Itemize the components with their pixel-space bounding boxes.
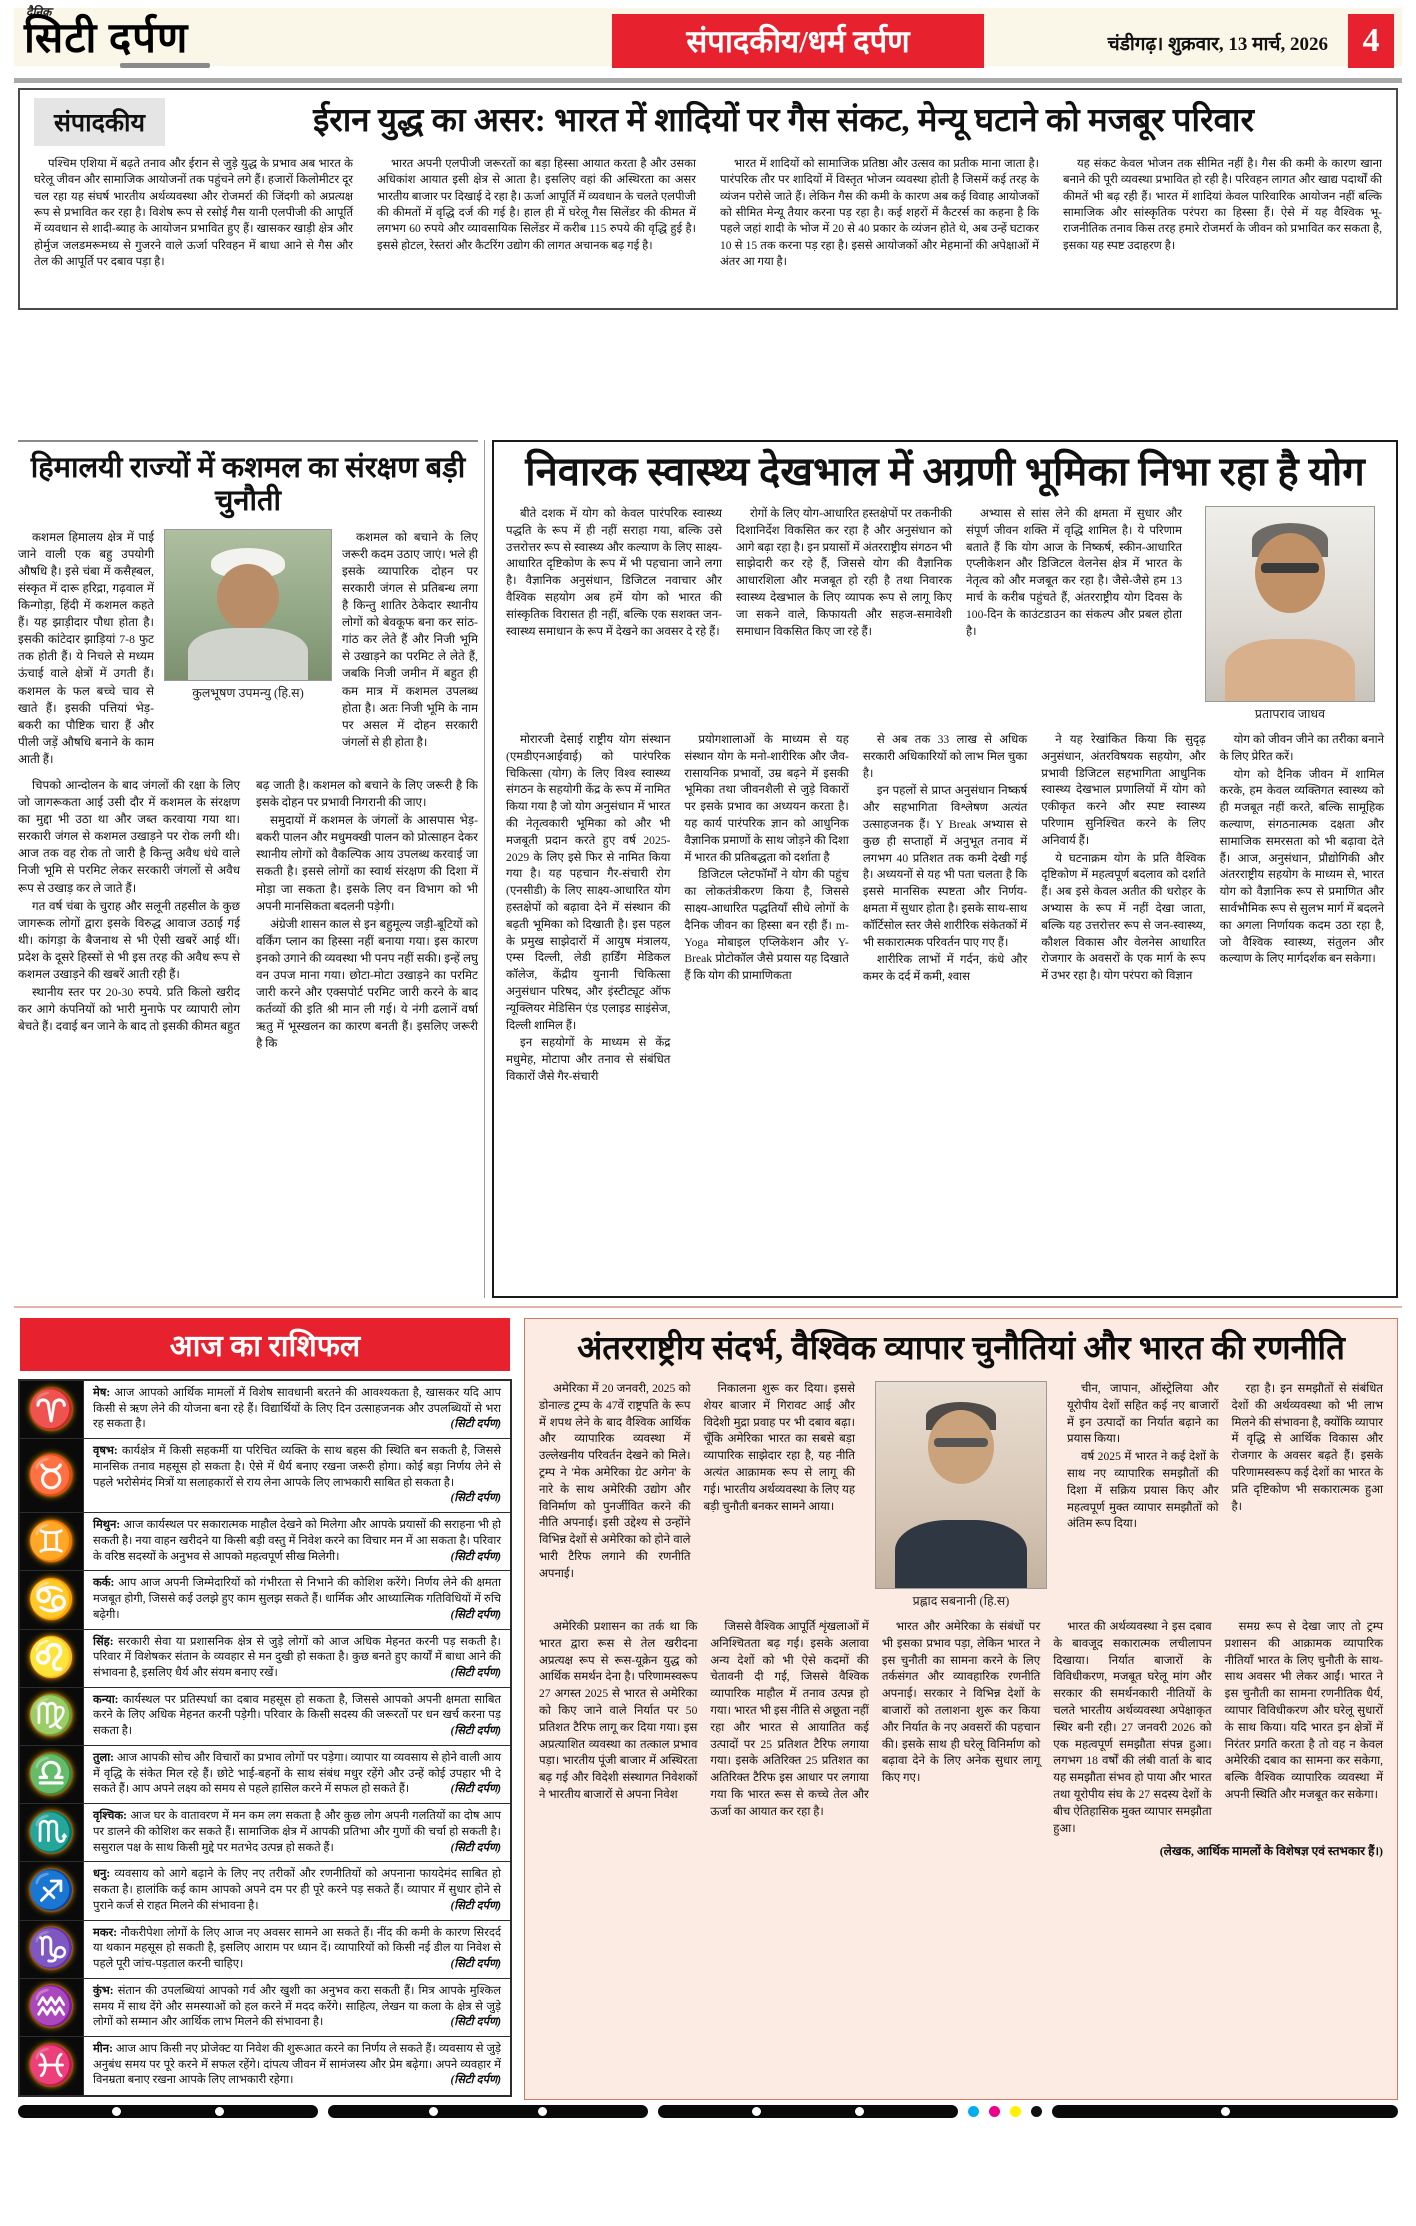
yoga-bottom-band [506, 732, 1384, 1087]
trade-bottom-band [539, 1619, 1383, 1838]
horoscope-text: कुंभ: संतान की उपलब्धियां आपको गर्व और खुशी का अनुभव करा सकती हैं। मित्र आपके मुश्किल समय में साथ देंगे और समस्याओं को हल करने में मदद करेंगे। साहित्य, लेखन या कला के क्षेत्र से जुड़े लोगों को सम्मान और आर्थिक लाभ मिलने की संभावना है। (सिटी दर्पण) [84, 1979, 510, 2036]
text-column [736, 506, 952, 722]
paragraph: रोगों के लिए योग-आधारित हस्तक्षेपों पर तकनीकी दिशानिर्देश विकसित कर रहा है और अनुसंधान को आगे बढ़ा रहा है। इन प्रयासों में अंतरराष्ट्रीय संगठन भी साझेदारी कर रहे हैं, जिससे योग की वैज्ञानिक आधारशिला और मजबूत हो रही है तथा निवारक स्वास्थ्य देखभाल के लिए व्यापक रूप से लागू किए जा सकने वाले, किफायती और सहज-समावेशी समाधान विकसित किए जा रहे हैं। [736, 507, 952, 638]
glasses [934, 1438, 988, 1447]
zodiac-icon: ♌ [20, 1630, 84, 1687]
horoscope-text: तुला: आज आपकी सोच और विचारों का प्रभाव लोगों पर पड़ेगा। व्यापार या व्यवसाय से होने वाली आय में वृद्धि के संकेत मिल रहे हैं। छोटे भाई-बहनों के साथ संबंध मधुर रहेंगे और उन्हें कोई उपहार भी दे सकते हैं। आप अपने लक्ष्य को समय से पहले हासिल करने में सफल हो सकते हैं। (सिटी दर्पण) [84, 1746, 510, 1803]
paragraph: डिजिटल प्लेटफॉर्मों ने योग की पहुंच का लोकतंत्रीकरण किया है, जिससे साक्ष्य-आधारित पद्धतियाँ सीधे लोगों के दैनिक जीवन का हिस्सा बन रही हैं। m-Yoga मोबाइल एप्लिकेशन और Y-Break प्रोटोकॉल जैसे प्रयास यह दिखाते हैं कि योग की प्रामाणिकता [684, 868, 849, 983]
source-credit: (सिटी दर्पण) [450, 1667, 501, 1680]
zodiac-name: मेष: [93, 1387, 115, 1399]
source-credit: (सिटी दर्पण) [450, 1783, 501, 1796]
zodiac-icon: ♋ [20, 1571, 84, 1628]
zodiac-name: मिथुन: [93, 1519, 124, 1532]
registration-dot [429, 2107, 438, 2116]
kashmal-headline: हिमालयी राज्यों में कशमल का संरक्षण बड़ी चुनौती [30, 452, 466, 518]
source-credit: (सिटी दर्पण) [450, 1958, 501, 1971]
zodiac-icon: ♎ [20, 1746, 84, 1803]
photo-caption: प्रतापराव जाधव [1254, 707, 1326, 721]
paragraph: मोरारजी देसाई राष्ट्रीय योग संस्थान (एमडीएनआईवाई) को पारंपरिक चिकित्सा (योग) के लिए विश्व स्वास्थ्य संगठन के सहयोगी केंद्र के रूप में नामित किया गया है जो योग अनुसंधान में भारत की नेतृत्वकारी भूमिका को और भी मजबूती प्रदान करते हुए वर्ष 2025-2029 के लिए इसे फिर से नामित किया गया है। यह पहचान गैर-संचारी रोग (एनसीडी) के लिए साक्ष्य-आधारित योग हस्तक्षेपों को बढ़ावा देने में संस्थान की बढ़ती भूमिका को दिखाती है। इस पहल के प्रमुख साझेदारों में आयुष मंत्रालय, एम्स दिल्ली, लेडी हार्डिंग मेडिकल कॉलेज, केंद्रीय युनानी चिकित्सा अनुसंधान परिषद, और इंस्टीट्यूट ऑफ न्यूक्लियर मेडिसिन एंड एलाइड साइंसेज, दिल्ली शामिल हैं। [506, 733, 671, 1032]
horoscope-row [20, 1513, 510, 1571]
glasses [1261, 563, 1319, 573]
text-column [506, 506, 722, 722]
yellow-mark [1010, 2106, 1021, 2117]
yoga-top-band [506, 506, 1384, 722]
paragraph: अभ्यास से सांस लेने की क्षमता में सुधार और संपूर्ण जीवन शक्ति में वृद्धि शामिल है। ये परिणाम बताते हैं कि योग आज के निष्कर्ष, स्कीन-आधारित एप्लीकेशन और डिजिटल वेलनेस क्षेत्र में भारत के नेतृत्व को और मजबूत कर रहा है। जैसे-जैसे हम 13 मार्च के करीब पहुंचते हैं, अंतरराष्ट्रीय योग दिवस के 100-दिन के काउंटडाउन का संकल्प और प्रबल होता है। [966, 507, 1182, 638]
trade-top-band [539, 1381, 1383, 1609]
zodiac-icon: ♊ [20, 1513, 84, 1570]
horoscope-row [20, 1979, 510, 2037]
horoscope-row [20, 1571, 510, 1629]
zodiac-name: तुला: [93, 1751, 117, 1764]
horoscope-text: मीन: आज आप किसी नए प्रोजेक्ट या निवेश की शुरूआत करने का निर्णय ले सकते हैं। व्यवसाय से जुड़े अनुबंध समय पर पूरे करने में सफल रहेंगे। दांपत्य जीवन में सामंजस्य और प्रेम बढ़ेगा। अपने व्यवहार में विनम्रता बनाए रखना आपके लिए लाभकारी रहेगा। (सिटी दर्पण) [84, 2037, 510, 2095]
text-column [342, 529, 478, 769]
zodiac-icon: ♓ [20, 2037, 84, 2095]
zodiac-name: सिंह: [93, 1635, 119, 1648]
zodiac-name: वृश्चिक: [93, 1810, 131, 1823]
paragraph: योग को जीवन जीने का तरीका बनाने के लिए प्रेरित करें। [1219, 733, 1385, 763]
editorial-header [34, 98, 1382, 146]
paragraph: कशमल हिमालय क्षेत्र में पाई जाने वाली एक बहु उपयोगी औषधि है। इसे चंबा में कसैह्बल, संस्कृत में दारू हरिद्रा, गढ़वाल में किन्गोड़ा, हिंदी में कशमल कहते हैं। यह झाड़ीदार पौधा होता है। इसकी कांटेदार झाड़ियां 7-8 फुट तक होती हैं। ये निचले से मध्यम ऊंचाई वाले क्षेत्रों में उगती हैं। कशमल के फल बच्चे चाव से खाते हैं। इसकी पत्तियां भेड़-बकरी का पौष्टिक चारा हैं और पीली जड़ें औषधि बनाने के काम आती हैं। [18, 529, 154, 766]
page-number: 4 [1348, 14, 1394, 68]
kashmal-continued-text [18, 777, 478, 1298]
horoscope-text: वृश्चिक: आज घर के वातावरण में मन कम लग सकता है और कुछ लोग अपनी गलतियों का दोष आप पर डालने की कोशिश कर सकते हैं। सामाजिक क्षेत्र में आपकी प्रतिभा और गुणों की चर्चा हो सकती है। ससुराल पक्ष के साथ किसी मुद्दे पर मतभेद उत्पन्न हो सकते हैं। (सिटी दर्पण) [84, 1804, 510, 1861]
paragraph: अमेरिकी प्रशासन का तर्क था कि भारत द्वारा रूस से तेल खरीदना अप्रत्यक्ष रूप से रूस-यूक्रेन युद्ध को आर्थिक समर्थन देना है। परिणामस्वरूप 27 अगस्त 2025 से भारत से अमेरिका को किए जाने वाले निर्यात पर 50 प्रतिशत टैरिफ लागू कर दिया गया। इस अप्रत्याशित व्यवस्था का तत्काल प्रभाव पड़ा। भारतीय पूंजी बाजार में अस्थिरता बढ़ गई और विदेशी संस्थागत निवेशकों ने भारतीय बाजारों से अपना निवेश [539, 1619, 698, 1801]
zodiac-icon: ♒ [20, 1979, 84, 2036]
paragraph: से अब तक 33 लाख से अधिक सरकारी अधिकारियों को लाभ मिल चुका है। [862, 733, 1028, 780]
registration-dot [855, 2107, 864, 2116]
yoga-article [492, 440, 1398, 1298]
source-credit: (सिटी दर्पण) [450, 2016, 501, 2029]
text-column [539, 1619, 697, 1838]
trade-photo-block [868, 1381, 1054, 1609]
zodiac-name: धनु: [93, 1868, 115, 1881]
horoscope-text: धनु: व्यवसाय को आगे बढ़ाने के लिए नए तरीकों और रणनीतियों को अपनाना फायदेमंद साबित हो सकता है। हालांकि कई काम आपको अपने दम पर ही पूरे करने पड़ सकते हैं। व्यापार में सुधार होने से पुराने कर्ज से राहत मिलने की संभावना है। (सिटी दर्पण) [84, 1862, 510, 1919]
magenta-mark [989, 2106, 1000, 2117]
paragraph: अंग्रेजी शासन काल से इन बहुमूल्य जड़ी-बूटियों को वर्किंग प्लान का हिस्सा नहीं बनाया गया। इस कारण इनको उगाने की व्यवस्था भी पनप नहीं सकी। इन्हें लघु वन उपज माना गया। छोटा-मोटा उखाड़ने का परमिट जारी करने और एक्सपोर्ट परमिट जारी करने के बाद कर्तव्यों की इति श्री मान ली गई। ये नंगी ढलानें वर्षा ऋतु में भूस्खलन का कारण बनती हैं। इसलिए जरूरी है कि [256, 916, 478, 1051]
registration-dot [112, 2107, 121, 2116]
person-suit [895, 1520, 1027, 1589]
horoscope-row [20, 1804, 510, 1862]
person-face [1255, 533, 1325, 613]
header-rule [14, 78, 1402, 83]
text-column [1232, 1381, 1384, 1609]
paragraph: बीते दशक में योग को केवल पारंपरिक स्वास्थ्य पद्धति के रूप में ही नहीं सराहा गया, बल्कि उसे उत्तरोत्तर रूप से स्वास्थ्य और कल्याण के लिए साक्ष्य-आधारित दृष्टिकोण के रूप में भी पहचाना जाने लगा है। वैज्ञानिक अनुसंधान, डिजिटल नवाचार और वैश्विक सहयोग अब हमें योग को भारत की सांस्कृतिक विरासत ही नहीं, बल्कि एक सशक्त जन-स्वास्थ्य समाधान के रूप में देखने का अवसर दे रहे हैं। [506, 507, 722, 638]
masthead-logo [24, 6, 210, 68]
zodiac-icon: ♑ [20, 1921, 84, 1978]
zodiac-icon: ♐ [20, 1862, 84, 1919]
registration-dot [752, 2107, 761, 2116]
text-column [882, 1619, 1040, 1838]
paragraph: यह संकट केवल भोजन तक सीमित नहीं है। गैस की कमी के कारण खाना बनाने की पूरी व्यवस्था प्रभावित हो रही है। परिवहन लागत और खाद्य पदार्थों की कीमतें भी बढ़ रही हैं। भारत में शादियां केवल पारिवारिक आयोजन नहीं बल्कि सामाजिक और सांस्कृतिक परंपरा का हिस्सा हैं। ऐसे में यह वैश्विक भू-राजनीतिक तनाव किस तरह हमारे रोजमर्रा के जीवन को प्रभावित कर सकता है, इसका यह स्पष्ट उदाहरण है। [1063, 158, 1382, 252]
zodiac-icon: ♈ [20, 1381, 84, 1438]
trade-photo [875, 1381, 1047, 1589]
trade-article [524, 1318, 1398, 2100]
section-divider [14, 1306, 1402, 1308]
horoscope-text: कन्या: कार्यस्थल पर प्रतिस्पर्धा का दबाव महसूस हो सकता है, जिससे आपको अपनी क्षमता साबित करने के लिए अधिक मेहनत करनी पड़ेगी। परिवार के किसी सदस्य की जरूरतों पर धन खर्च करना पड़ सकता है। (सिटी दर्पण) [84, 1688, 510, 1745]
registration-dot [1221, 2107, 1230, 2116]
text-column [1220, 732, 1384, 1087]
dateline: चंडीगढ़। शुक्रवार, 13 मार्च, 2026 [1107, 34, 1328, 55]
text-column [18, 529, 154, 769]
paragraph: इन सहयोगों के माध्यम से केंद्र मधुमेह, मोटापा और तनाव से संबंधित विकारों जैसे गैर-संचारी [506, 1036, 671, 1083]
paragraph: अमेरिका में 20 जनवरी, 2025 को डोनाल्ड ट्रम्प के 47वें राष्ट्रपति के रूप में शपथ लेने के बाद वैश्विक आर्थिक और व्यापारिक व्यवस्था में उल्लेखनीय परिवर्तन देखने को मिले। ट्रम्प ने 'मेक अमेरिका ग्रेट अगेन' के नारे के साथ अमेरिकी उद्योग और विनिर्माण को पुनर्जीवित करने की नीति अपनाई। इसी उद्देश्य से उन्होंने विभिन्न देशों से अमेरिका को होने वाले भारी टैरिफ लगाने की रणनीति अपनाई। [539, 1381, 691, 1580]
page-header [14, 5, 1402, 66]
registration-bar [658, 2105, 958, 2118]
registration-bar [18, 2105, 318, 2118]
zodiac-icon: ♍ [20, 1688, 84, 1745]
paragraph: भारत में शादियों को सामाजिक प्रतिष्ठा और उत्सव का प्रतीक माना जाता है। पारंपरिक तौर पर शादियों में विस्तृत भोजन व्यवस्था होती है जिसमें कई तरह के व्यंजन परोसे जाते हैं। लेकिन गैस की कमी के कारण अब कई विवाह आयोजकों को सीमित मेन्यू तैयार करना पड़ रहा है। कई शहरों में कैटरर्स का कहना है कि पहले जहां शादी के भोज में 20 से 40 प्रकार के व्यंजन होते थे, अब उन्हें घटाकर 10 से 15 तक करना पड़ रहा है। इससे आयोजकों और मेहमानों की अपेक्षाओं में अंतर आ गया है। [720, 158, 1039, 268]
editorial-label: संपादकीय [34, 98, 165, 146]
zodiac-name: मीन: [93, 2042, 116, 2055]
paragraph: चीन, जापान, ऑस्ट्रेलिया और यूरोपीय देशों सहित कई नए बाजारों में इन उत्पादों का निर्यात बढ़ाने का प्रयास किया। [1067, 1381, 1219, 1446]
zodiac-icon: ♏ [20, 1804, 84, 1861]
paragraph: निकालना शुरू कर दिया। इससे शेयर बाजार में गिरावट आई और विदेशी मुद्रा प्रवाह पर भी दबाव बढ़ा। चूँकि अमेरिका भारत का सबसे बड़ा व्यापारिक साझेदार रहा है, यह नीति अत्यंत आक्रामक रूप से लागू की गई। भारतीय अर्थव्यवस्था के लिए यह बड़ी चुनौती बनकर सामने आया। [703, 1381, 855, 1513]
zodiac-name: कर्क: [93, 1577, 119, 1590]
registration-dot [538, 2107, 547, 2116]
person-body [188, 628, 308, 681]
horoscope-row [20, 1381, 510, 1439]
source-credit: (सिटी दर्पण) [450, 1418, 501, 1431]
paragraph: गत वर्ष चंबा के चुराह और सलूनी तहसील के कुछ जागरूक लोगों द्वारा इसके विरुद्ध आवाज उठाई गई थी। कांगड़ा के बैजनाथ से भी ऐसी खबरें आई थीं। प्रदेश के दूसरे हिस्सों से भी इस तरह की अवैध रूप से कशमल उखाड़ने की खबरें आती रही हैं। [18, 898, 240, 982]
trade-headline: अंतरराष्ट्रीय संदर्भ, वैश्विक व्यापार चुनौतियां और भारत की रणनीति [577, 1331, 1345, 1367]
cyan-mark [968, 2106, 979, 2117]
text-column [710, 1619, 868, 1838]
horoscope-row [20, 1688, 510, 1746]
horoscope-row [20, 1439, 510, 1513]
paragraph: भारत और अमेरिका के संबंधों पर भी इसका प्रभाव पड़ा, लेकिन भारत ने इस चुनौती का सामना करने के लिए तर्कसंगत और व्यावहारिक रणनीति अपनाई। सरकार ने विभिन्न देशों के बाजारों को तलाशना शुरू कर किया और निर्यात के नए अवसरों की पहचान की। इसके साथ ही घरेलू विनिर्माण को बढ़ावा देने के लिए अनेक सुधार लागू किए गए। [881, 1619, 1041, 1785]
paragraph: स्थानीय स्तर पर 20-30 रुपये. प्रति किलो खरीद कर आगे कंपनियों को भारी मुनाफे पर व्यापारी लोग बेचते हैं। दवाई बन जाने के बाद तो इसकी कीमत बहुत बढ़ जाती है। कशमल को बचाने के लिए जरूरी है कि इसके दोहन पर प्रभावी निगरानी की जाए। [18, 778, 478, 1034]
horoscope-text: सिंह: सरकारी सेवा या प्रशासनिक क्षेत्र से जुड़े लोगों को आज अधिक मेहनत करनी पड़ सकती है। परिवार में विशेषकर संतान के व्यवहार से मन दुखी हो सकता है। कुछ बनते हुए कार्यों में बाधा आने की संभावना है, इसलिए धैर्य और संयम बनाए रखें। (सिटी दर्पण) [84, 1630, 510, 1687]
paragraph: पश्चिम एशिया में बढ़ते तनाव और ईरान से जुड़े युद्ध के प्रभाव अब भारत के घरेलू जीवन और सामाजिक आयोजनों तक पहुंचने लगे हैं। हजारों किलोमीटर दूर चल रहा यह संघर्ष भारतीय अर्थव्यवस्था और रोजमर्रा की जिंदगी को अप्रत्यक्ष रूप से प्रभावित कर रहा है। विशेष रूप से रसोई गैस यानी एलपीजी की आपूर्ति में व्यवधान से शादी-ब्याह के आयोजन प्रभावित हुए हैं। खासकर खाड़ी क्षेत्र और होर्मुज जलडमरूमध्य से गुजरने वाले ऊर्जा परिवहन में बाधा आने से गैस और तेल की आपूर्ति पर दबाव पड़ा है। [34, 158, 353, 268]
horoscope-row [20, 1921, 510, 1979]
yoga-photo [1205, 506, 1375, 702]
paragraph: ये घटनाक्रम योग के प्रति वैश्विक दृष्टिकोण में महत्वपूर्ण बदलाव को दर्शाते हैं। अब इसे केवल अतीत की धरोहर के अभ्यास के रूप में नहीं देखा जाता, बल्कि यह उत्तरोत्तर रूप से जन-स्वास्थ्य, कौशल विकास और वेलनेस आधारित रोजगार के अवसरों के एक मार्ग के रूप में उभर रहा है। योग परंपरा को विज्ञान [1041, 851, 1206, 983]
text-column [539, 1381, 691, 1609]
person-face [928, 1410, 994, 1484]
horoscope-text: मेष: आज आपको आर्थिक मामलों में विशेष सावधानी बरतने की आवश्यकता है, खासकर यदि आप किसी से ऋण लेने की योजना बना रहे हैं। विद्यार्थियों के लिए दिन उत्साहजनक और उपलब्धियों से भरा रह सकता है। (सिटी दर्पण) [84, 1381, 510, 1438]
paragraph: वर्ष 2025 में भारत ने कई देशों के साथ नए व्यापारिक समझौतों की दिशा में सक्रिय प्रयास किए और महत्वपूर्ण मुक्त व्यापार समझौतों को अंतिम रूप दिया। [1067, 1450, 1219, 1531]
author-sign-off: (लेखक, आर्थिक मामलों के विशेषज्ञ एवं स्तभकार हैं।) [1159, 1844, 1383, 1859]
zodiac-name: वृषभ: [93, 1445, 122, 1458]
text-column [1225, 1619, 1383, 1838]
person-face [217, 564, 279, 630]
paragraph: इन पहलों से प्राप्त अनुसंधान निष्कर्ष और सहभागिता विश्लेषण अत्यंत उत्साहजनक हैं। Y Break अभ्यास से कुछ ही सप्ताहों में अनुभूत तनाव में लगभग 40 प्रतिशत तक कमी देखी गई है। अध्ययनों से यह भी पता चलता है कि इससे मानसिक स्पष्टता और निर्णय-क्षमता में सुधार होता है। इसके साथ-साथ कॉर्टिसोल स्तर जैसे शारीरिक संकेतकों में भी सकारात्मक परिवर्तन पाए गए हैं। [862, 784, 1028, 949]
source-credit: (सिटी दर्पण) [450, 1841, 501, 1854]
horoscope-row [20, 1630, 510, 1688]
person-body [1225, 639, 1355, 702]
horoscope-table [18, 1379, 512, 2097]
paragraph: कशमल को बचाने के लिए जरूरी कदम उठाए जाएं। भले ही इसके व्यापारिक दोहन पर सरकारी जंगल से प्रतिबन्ध लगा है किन्तु शातिर ठेकेदार स्थानीय लोगों को बेवकूफ बना कर सांठ-गांठ कर लेते हैं और निजी भूमि से उखाड़ने का परमिट ले लेते हैं, जबकि निजी जमीन में बहुत ही कम मात्र में कशमल उपलब्ध होता है। अतः निजी भूमि के नाम पर असल में दोहन सरकारी जंगलों से ही होता है। [342, 529, 478, 749]
kashmal-photo-block [164, 529, 332, 769]
editorial-headline: ईरान युद्ध का असर: भारत में शादियों पर गैस संकट, मेन्यू घटाने को मजबूर परिवार [313, 103, 1254, 140]
source-credit: (सिटी दर्पण) [450, 1550, 501, 1563]
paragraph: योग को दैनिक जीवन में शामिल करके, हम केवल व्यक्तिगत स्वास्थ्य को ही मजबूत नहीं करते, बल्कि सामूहिक कल्याण, संगठनात्मक दक्षता और सामाजिक समरसता को भी बढ़ावा देते हैं। आज, अनुसंधान, प्रौद्योगिकी और अंतरराष्ट्रीय सहयोग के माध्यम से, भारत योग को वैज्ञानिक रूप से प्रमाणित और सार्वभौमिक रूप से सुलभ मार्ग में बदलने का अगला निर्णायक कदम उठा रहा है, जो वैश्विक स्वास्थ्य, संतुलन और कल्याण के लिए मार्गदर्शक बन सकेगा। [1219, 767, 1385, 966]
horoscope-title: आज का राशिफल [20, 1318, 510, 1371]
text-column [1041, 732, 1205, 1087]
registration-bar [1052, 2105, 1398, 2118]
kashmal-article [18, 440, 478, 1298]
horoscope-row [20, 1862, 510, 1920]
zodiac-icon: ♉ [20, 1439, 84, 1512]
horoscope-text: मिथुन: आज कार्यस्थल पर सकारात्मक माहौल देखने को मिलेगा और आपके प्रयासों की सराहना भी हो सकती है। नया वाहन खरीदने या किसी बड़ी वस्तु में निवेश करने का विचार मन में आ सकता है। परिवार के वरिष्ठ सदस्यों के अनुभव से आपको महत्वपूर्ण सीख मिलेगी। (सिटी दर्पण) [84, 1513, 510, 1570]
source-credit: (सिटी दर्पण) [450, 1608, 501, 1621]
zodiac-name: कन्या: [93, 1693, 123, 1706]
paragraph: समग्र रूप से देखा जाए तो ट्रम्प प्रशासन की आक्रामक व्यापारिक नीतियाँ भारत के लिए चुनौती के साथ-साथ अवसर भी लेकर आईं। भारत ने इस चुनौती का सामना रणनीतिक धैर्य, व्यापार विविधीकरण और घरेलू सुधारों के साथ किया। यदि भारत इन क्षेत्रों में निरंतर प्रगति करता है तो वह न केवल अमेरिकी दबाव का सामना कर सकेगा, बल्कि वैश्विक व्यापारिक व्यवस्था में अपनी स्थिति और मजबूत कर सकेगा। [1224, 1619, 1384, 1801]
source-credit: (सिटी दर्पण) [450, 1492, 501, 1505]
editorial-body [34, 156, 1382, 270]
photo-caption: कुलभूषण उपमन्यु (हि.स) [192, 685, 304, 700]
paragraph: रहा है। इन समझौतों से संबंधित देशों की अर्थव्यवस्था को भी लाभ मिलने की संभावना है, क्योंकि व्यापार में वृद्धि से आर्थिक विकास और रोजगार के अवसर बढ़ते हैं। इसके परिणामस्वरूप कई देशों का भारत के प्रति दृष्टिकोण भी सकारात्मक हुआ है। [1231, 1381, 1383, 1513]
editorial-article [18, 88, 1398, 310]
text-column [684, 732, 848, 1087]
horoscope-text: वृषभ: कार्यक्षेत्र में किसी सहकर्मी या परिचित व्यक्ति के साथ बहस की स्थिति बन सकती है, जिससे मानसिक तनाव महसूस हो सकता है। ऐसे में धैर्य बनाए रखना जरूरी होगा। कोई बड़ा निर्णय लेने से पहले भरोसेमंद मित्रों या सलाहकारों से राय लेना आपके लिए लाभकारी साबित हो सकता है। (सिटी दर्पण) [84, 1439, 510, 1512]
paragraph: भारत अपनी एलपीजी जरूरतों का बड़ा हिस्सा आयात करता है और उसका अधिकांश आयात इसी क्षेत्र से आता है। इसलिए वहां की अस्थिरता का असर भारतीय बाजार पर दिखाई दे रहा है। ऊर्जा आपूर्ति में व्यवधान के चलते एलपीजी की कीमतों में वृद्धि दर्ज की गई है। हाल ही में घरेलू गैस सिलेंडर की कीमत में लगभग 60 रुपये और व्यावसायिक सिलेंडर में करीब 115 रुपये की वृद्धि हुई है। इससे होटल, रेस्तरां और कैटरिंग उद्योग की लागत अचानक बढ़ गई है। [377, 158, 696, 252]
column-divider [484, 440, 485, 1298]
horoscope-row [20, 2037, 510, 2095]
text-column [863, 732, 1027, 1087]
paragraph: प्रयोगशालाओं के माध्यम से यह संस्थान योग के मनो-शारीरिक और जैव-रासायनिक प्रभावों, उम्र बढ़ने में इसकी भूमिका तथा जीवनशैली से जुड़े विकारों पर इसके प्रभाव का अध्ययन करता है। यह कार्य पारंपरिक ज्ञान को आधुनिक वैज्ञानिक प्रमाणों के साथ जोड़ने की दिशा में भारत की प्रतिबद्धता को दर्शाता है [684, 733, 849, 864]
zodiac-name: मकर: [93, 1926, 121, 1939]
yoga-headline: निवारक स्वास्थ्य देखभाल में अग्रणी भूमिका निभा रहा है योग [525, 449, 1365, 494]
section-title-banner: संपादकीय/धर्म दर्पण [612, 14, 984, 68]
kashmal-top-band [18, 529, 478, 769]
horoscope-section [18, 1318, 512, 2097]
paragraph: समुदायों में कशमल के जंगलों के आसपास भेड़-बकरी पालन और मधुमक्खी पालन को प्रोत्साहन देकर स्थानीय लोगों को वैकल्पिक आय उपलब्ध करवाई जा सकती है। इससे लोगों का स्वार्थ संरक्षण की दिशा में मोड़ा जा सकता है। इसके लिए वन विभाग को भी अपनी मानसिकता बदलनी पड़ेगी। [256, 813, 478, 913]
source-credit: (सिटी दर्पण) [450, 2074, 501, 2087]
masthead-tagline-mark [120, 63, 210, 68]
photo-caption: प्रह्लाद सबनानी (हि.स) [912, 1593, 1010, 1608]
black-mark [1031, 2106, 1042, 2117]
kashmal-photo [164, 529, 332, 681]
text-column [704, 1381, 856, 1609]
horoscope-row [20, 1746, 510, 1804]
paragraph: शारीरिक लाभों में गर्दन, कंधे और कमर के दर्द में कमी, श्वास [862, 953, 1028, 984]
paragraph: जिससे वैश्विक आपूर्ति शृंखलाओं में अनिश्चितता बढ़ गई। इसके अलावा अन्य देशों को भी ऐसे कदमों की चेतावनी दी गई, जिससे वैश्विक व्यापारिक माहौल में तनाव उत्पन्न हो गया। भारत भी इस नीति से अछूता नहीं रहा और भारत से आयातित कई उत्पादों पर 25 प्रतिशत टैरिफ लगाया गया। इसके अतिरिक्त 25 प्रतिशत का अतिरिक्त टैरिफ इस आधार पर लगाया गया कि भारत रूस से कच्चे तेल और ऊर्जा का आयात कर रहा है। [710, 1619, 869, 1818]
text-column [1053, 1619, 1211, 1838]
yoga-photo-block [1196, 506, 1384, 722]
paragraph: भारत की अर्थव्यवस्था ने इस दबाव के बावजूद सकारात्मक लचीलापन दिखाया। निर्यात बाजारों के विविधीकरण, मजबूत घरेलू मांग और सरकार की समर्थनकारी नीतियों के चलते भारतीय अर्थव्यवस्था अपेक्षाकृत स्थिर बनी रही। 27 जनवरी 2026 को एक महत्वपूर्ण समझौता संपन्न हुआ। लगभग 18 वर्षों की लंबी वार्ता के बाद यह समझौता संभव हो पाया और भारत तथा यूरोपीय संघ के 27 सदस्य देशों के बीच ऐतिहासिक मुक्त व्यापार समझौता हुआ। [1053, 1619, 1212, 1835]
zodiac-name: कुंभ: [93, 1984, 118, 1997]
paragraph: ने यह रेखांकित किया कि सुदृढ़ अनुसंधान, अंतरविषयक सहयोग, और प्रभावी डिजिटल सहभागिता आधुनिक स्वास्थ्य देखभाल प्रणालियों में योग को एकीकृत करने और स्पष्ट स्वास्थ्य परिणाम सुनिश्चित करने के लिए अनिवार्य हैं। [1041, 733, 1206, 847]
registration-dot [215, 2107, 224, 2116]
horoscope-text: मकर: नौकरीपेशा लोगों के लिए आज नए अवसर सामने आ सकते हैं। नींद की कमी के कारण सिरदर्द या थकान महसूस हो सकती है, इसलिए आराम पर ध्यान दें। व्यापारियों को किसी नई डील या निवेश से पहले पूरी जांच-पड़ताल करनी चाहिए। (सिटी दर्पण) [84, 1921, 510, 1978]
masthead-script: दैनिक [26, 5, 52, 19]
source-credit: (सिटी दर्पण) [450, 1899, 501, 1912]
text-column [1067, 1381, 1219, 1609]
horoscope-text: कर्क: आप आज अपनी जिम्मेदारियों को गंभीरता से निभाने की कोशिश करेंगे। निर्णय लेने की क्षमता मजबूत होगी, जिससे कई उलझे हुए काम सुलझ सकते हैं। धार्मिक और आध्यात्मिक गतिविधियों में रुचि बढ़ेगी। (सिटी दर्पण) [84, 1571, 510, 1628]
text-column [966, 506, 1182, 722]
source-credit: (सिटी दर्पण) [450, 1725, 501, 1738]
text-column [506, 732, 670, 1087]
masthead-title: सिटी दर्पण [24, 16, 189, 62]
print-registration-strip [18, 2104, 1398, 2119]
registration-bar [328, 2105, 648, 2118]
paragraph: चिपको आन्दोलन के बाद जंगलों की रक्षा के लिए जो जागरूकता आई उसी दौर में कशमल के संरक्षण का मुद्दा भी उठा था और जब्त करवाया गया था। सरकारी जंगल से कशमल उखाड़ने पर रोक लगी थी। आज तक वह रोक तो जारी है किन्तु अवैध धंधे वाले निजी भूमि से परमिट लेकर सरकारी जंगलों से अवैध रूप से उखाड़ कर ले जाते हैं। [18, 778, 240, 895]
